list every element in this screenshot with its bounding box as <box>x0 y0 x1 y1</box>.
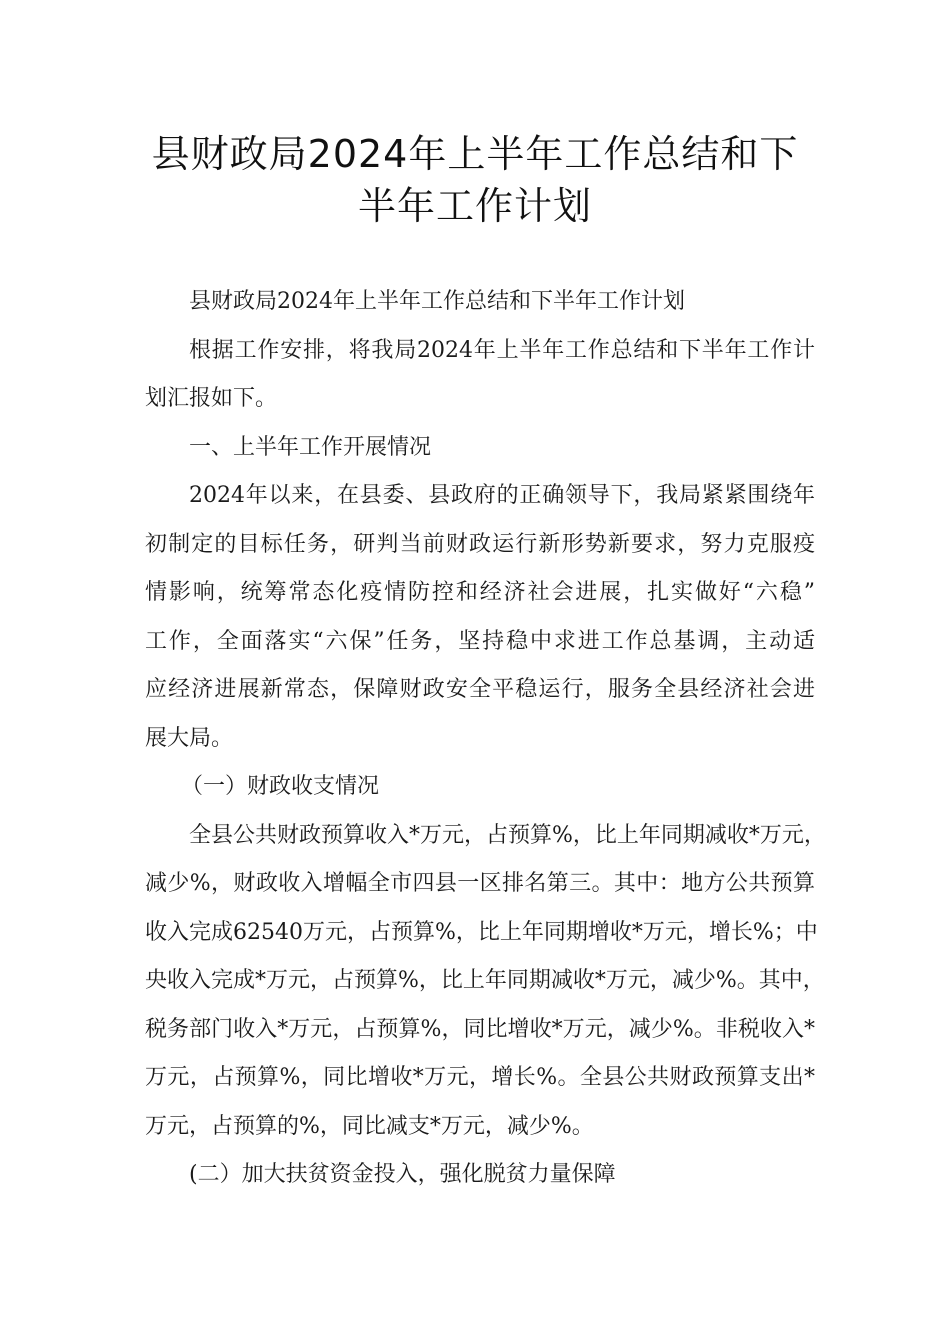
paragraph-subtitle <box>145 278 815 327</box>
paragraph-revenue <box>145 812 826 1152</box>
paragraph-line: 展大局。 <box>145 725 234 751</box>
document-title <box>100 128 850 232</box>
paragraph-line: 央收入完成*万元，占预算%，比上年同期减收*万元，减少%。其中， <box>145 968 825 993</box>
subsection-heading-1 <box>145 763 815 812</box>
paragraph-line: 工作，全面落实“六保”任务，坚持稳中求进工作总基调，主动适 <box>145 628 815 654</box>
paragraph-line: 根据工作安排，将我局2024年上半年工作总结和下半年工作计 <box>189 337 815 363</box>
paragraph-intro <box>145 327 815 424</box>
section-heading-1 <box>145 424 815 473</box>
paragraph-line: 县财政局2024年上半年工作总结和下半年工作计划 <box>189 289 685 314</box>
paragraph-line: 万元，占预算的%，同比减支*万元，减少%。 <box>145 1113 594 1139</box>
paragraph-line: 万元，占预算%，同比增收*万元，增长%。全县公共财政预算支出* <box>145 1065 815 1090</box>
paragraph-line: 全县公共财政预算收入*万元，占预算%，比上年同期减收*万元， <box>189 822 826 848</box>
subsection-heading-2 <box>145 1151 815 1200</box>
paragraph-line: 2024年以来，在县委、县政府的正确领导下，我局紧紧围绕年 <box>189 483 815 508</box>
paragraph-line: (二）加大扶贫资金投入，强化脱贫力量保障 <box>189 1162 616 1187</box>
paragraph-line: 情影响，统筹常态化疫情防控和经济社会进展，扎实做好“六稳” <box>145 580 815 605</box>
paragraph-line: 划汇报如下。 <box>145 386 278 411</box>
paragraph-line: （一）财政收支情况 <box>181 774 380 799</box>
paragraph-overview <box>145 472 815 763</box>
document-body <box>145 278 826 1200</box>
paragraph-line: 收入完成62540万元，占预算%，比上年同期增收*万元，增长%；中 <box>145 919 818 945</box>
title-line-2: 半年工作计划 <box>357 184 592 228</box>
title-line-1: 县财政局2024年上半年工作总结和下 <box>151 132 799 176</box>
paragraph-line: 一、上半年工作开展情况 <box>189 434 432 460</box>
paragraph-line: 减少%，财政收入增幅全市四县一区排名第三。其中：地方公共预算 <box>145 871 815 896</box>
paragraph-line: 初制定的目标任务，研判当前财政运行新形势新要求，努力克服疫 <box>145 531 815 557</box>
paragraph-line: 应经济进展新常态，保障财政安全平稳运行，服务全县经济社会进 <box>145 677 815 702</box>
paragraph-line: 税务部门收入*万元，占预算%，同比增收*万元，减少%。非税收入* <box>145 1016 815 1042</box>
